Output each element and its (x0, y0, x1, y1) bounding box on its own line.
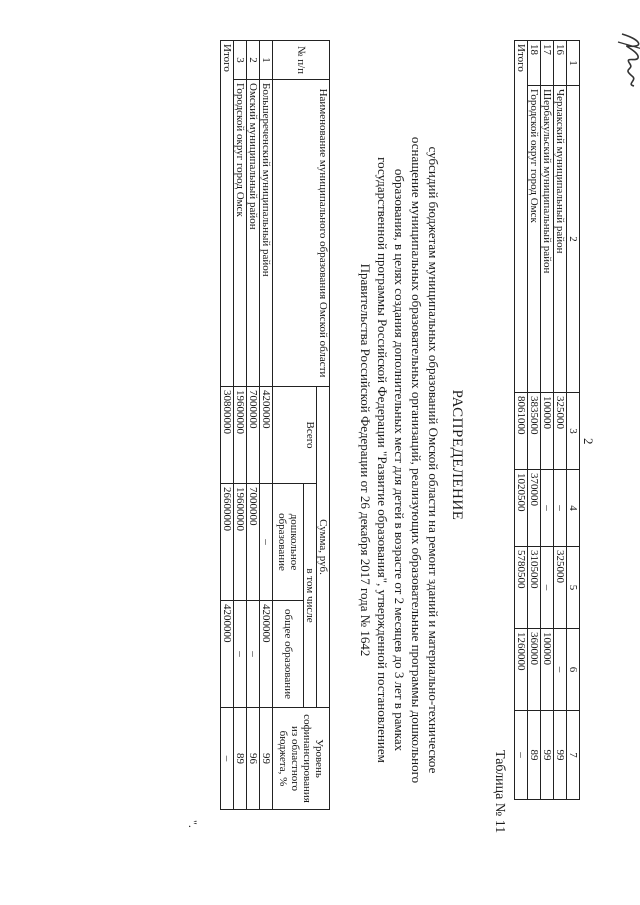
cell: 89 (528, 711, 541, 800)
table-row (528, 41, 541, 800)
description-line: Правительства Российской Федерации от 26 декабря 2017 года № 1642 (358, 263, 373, 657)
cell: – (554, 470, 567, 547)
cell: 325000 (554, 393, 567, 470)
cell: 19600000 (234, 387, 247, 484)
table-row (260, 41, 273, 810)
distribution-table (220, 40, 330, 810)
row-name: Городской округ город Омск (528, 86, 541, 393)
cell: 30800000 (221, 387, 234, 484)
description (357, 40, 442, 880)
cell: 370000 (528, 470, 541, 547)
cell: 7000000 (247, 484, 260, 601)
col-name-header: Наименование муниципального образования Омской области (273, 80, 330, 387)
cell: 26600000 (221, 484, 234, 601)
header-cell: 2 (567, 86, 580, 393)
row-name: Шербакульский муниципальный район (541, 86, 554, 393)
row-name: Городской округ город Омск (234, 80, 247, 387)
cell: 89 (234, 708, 247, 810)
closing-quote: ". (186, 820, 200, 828)
header-cell: 5 (567, 547, 580, 629)
table-row (554, 41, 567, 800)
cell: 7000000 (247, 387, 260, 484)
row-name: Омский муниципальный район (247, 80, 260, 387)
cell: 4200000 (260, 601, 273, 708)
col-sum-header: Сумма, руб. (317, 387, 330, 708)
row-number: 18 (528, 41, 541, 86)
table-total-row (221, 41, 234, 810)
cell: – (247, 601, 260, 708)
heading: РАСПРЕДЕЛЕНИЕ (449, 389, 465, 521)
cell: 5780500 (515, 547, 528, 629)
col-level-header: Уровень софинансирования из областного бюджета, % (273, 708, 330, 810)
cell: 100000 (541, 393, 554, 470)
table-header-row (567, 41, 580, 800)
cell: – (541, 547, 554, 629)
cell: 99 (554, 711, 567, 800)
rotated-page (40, 20, 640, 890)
description-line: субсидий бюджетам муниципальных образований Омской области на ремонт зданий и материально-техническое (426, 146, 441, 774)
top-table (514, 40, 580, 800)
cell: 99 (541, 711, 554, 800)
cell: 96 (247, 708, 260, 810)
cell: – (221, 708, 234, 810)
signature-icon (612, 30, 640, 90)
row-number: 2 (247, 41, 260, 80)
cell: 3835000 (528, 393, 541, 470)
total-label: Итого (515, 41, 528, 393)
cell: – (260, 484, 273, 601)
cell: 4200000 (260, 387, 273, 484)
header-cell: 3 (567, 393, 580, 470)
col-total-header: Всего (273, 387, 317, 484)
col-preschool-header: дошкольное образование (273, 484, 304, 601)
table-row (234, 41, 247, 810)
table-row (247, 41, 260, 810)
cell: – (554, 629, 567, 711)
cell: 360000 (528, 629, 541, 711)
table-row (541, 41, 554, 800)
description-line: образования, в целях создания дополнительных мест для детей в возрасте от 2 месяцев до 3 лет в рамках (392, 168, 407, 752)
total-label: Итого (221, 41, 234, 387)
cell: 8061000 (515, 393, 528, 470)
row-number: 1 (260, 41, 273, 80)
cell: – (515, 711, 528, 800)
description-line: государственной программы Российской Федерации "Развитие образования", утвержденной постановлением (375, 157, 390, 763)
row-name: Большереченский муниципальный район (260, 80, 273, 387)
col-number-header: № п/п (273, 41, 330, 80)
cell: 4200000 (221, 601, 234, 708)
page-number: 2 (581, 438, 596, 445)
cell: 3105000 (528, 547, 541, 629)
header-cell: 6 (567, 629, 580, 711)
header-cell: 4 (567, 470, 580, 547)
cell: 1260000 (515, 629, 528, 711)
row-number: 16 (554, 41, 567, 86)
cell: – (541, 470, 554, 547)
row-number: 3 (234, 41, 247, 80)
table-label: Таблица № 11 (492, 750, 507, 834)
description-line: оснащение муниципальных образовательных организаций, реализующих образовательные программы дошкольного (409, 136, 424, 784)
row-name: Черлакский муниципальный район (554, 86, 567, 393)
table-header-row (317, 41, 330, 810)
header-cell: 1 (567, 41, 580, 86)
cell: 19600000 (234, 484, 247, 601)
cell: 1020500 (515, 470, 528, 547)
cell: – (234, 601, 247, 708)
header-cell: 7 (567, 711, 580, 800)
cell: 99 (260, 708, 273, 810)
table-total-row (515, 41, 528, 800)
col-incl-header: в том числе (304, 484, 317, 708)
cell: 100000 (541, 629, 554, 711)
row-number: 17 (541, 41, 554, 86)
cell: 325000 (554, 547, 567, 629)
col-general-header: общее образование (273, 601, 304, 708)
